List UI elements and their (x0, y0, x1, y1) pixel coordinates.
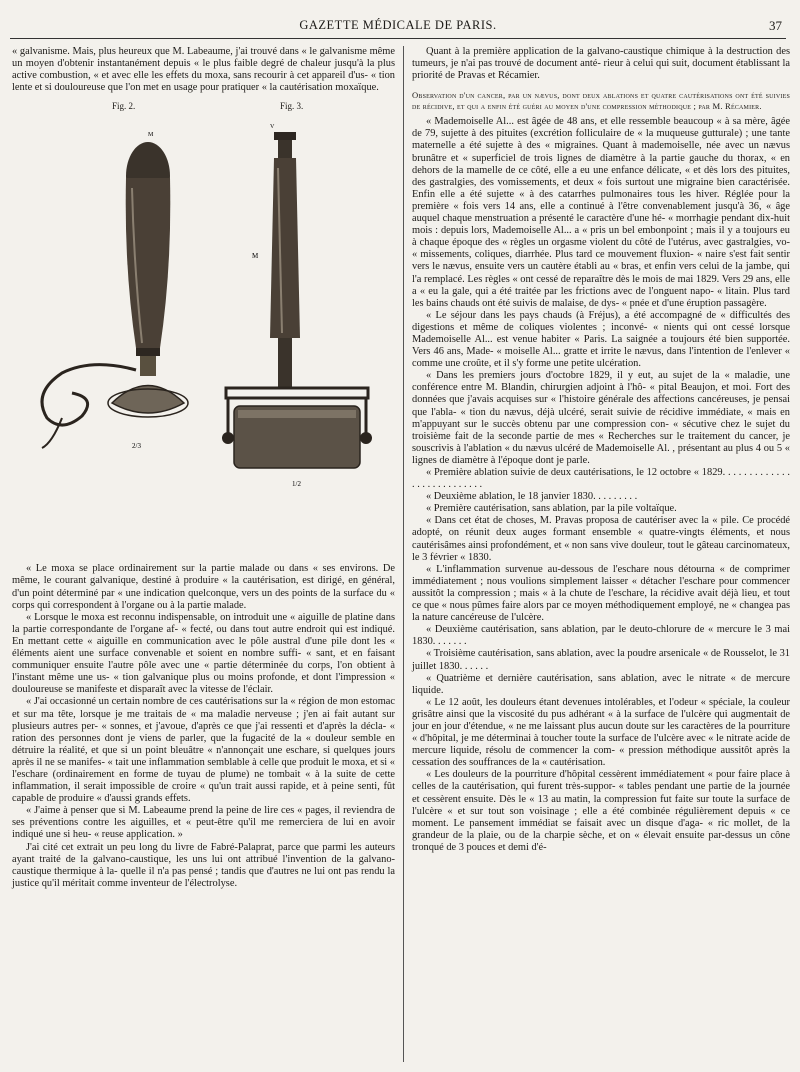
journal-title: GAZETTE MÉDICALE DE PARIS. (299, 18, 497, 32)
body-paragraph: J'ai cité cet extrait un peu long du livre de Fabré-Palaprat, parce que parmi les auteurs ayant traité de la galvano-caustique, les uns lui ont attribué l'invention de la galvano-caustique thermique à la- quelle il n'a pas pensé ; tandis que d'autres ne lui ont pas rendu la justice qu'il méritait comme inventeur de l'électrolyse. (12, 841, 395, 889)
svg-text:M: M (148, 132, 154, 139)
right-column (412, 46, 790, 854)
case-paragraph: « Première ablation suivie de deux cautérisations, le 12 octobre « 1829. . . . . . . . . . . . . . . . . . . . . . . . . . . (412, 467, 790, 491)
case-paragraph: « L'inflammation survenue au-dessous de l'eschare nous détourna « de comprimer immédiatement ; nous voulions simplement laisser « détacher l'eschare pour commencer aussitôt la compression ; mais « à la chute de l'eschare, la récidive avait déjà lieu, et tout ce que « nous pûmes faire alors par ce moyen méthodiquement employé, ne « changea pas la nature cancéreuse de l'ulcère. (412, 563, 790, 624)
case-paragraph: « Quatrième et dernière cautérisation, sans ablation, avec le nitrate « de mercure liquide. (412, 672, 790, 696)
fig2-caption: Fig. 2. (112, 101, 136, 112)
quoted-paragraph: « Le moxa se place ordinairement sur la partie malade ou dans « ses environs. De même, le courant galvanique, destiné à produire « la cautérisation, est dirigé, en général, d'un point déterminé par « une indication quelconque, vers un des points de la surface du « corps qui correspondent à l'organe ou à la partie malade. (12, 563, 395, 611)
case-paragraph: « Le 12 août, les douleurs étant devenues intolérables, et l'odeur « spéciale, la couleur grisâtre ainsi que la viscosité du pus adhérant « à la surface de l'ulcère qui augmentait de jour en jour d'étendue, « ne me laissant plus aucun doute sur les caractères de la pourriture « d'hôpital, je me déterminai à toucher toute la surface de l'ulcère avec « le nitrate acide de mercure liquide, résolu de commencer la com- « pression méthodique aussitôt après la cessation des souffrances de la « cautérisation. (412, 696, 790, 769)
case-paragraph: « Troisième cautérisation, sans ablation, avec la poudre arsenicale « de Rousselot, le 31 juillet 1830. . . . . . (412, 648, 790, 672)
case-paragraph: « Dans cet état de choses, M. Pravas proposa de cautériser avec la « pile. Ce procédé adopté, on réunit deux auges formant ensemble « quatre-vingts éléments, et nous cautérisâmes ainsi profondément, et « non sans vive douleur, tout le gâteau carcinomateux, le 3 février « 1830. (412, 515, 790, 563)
case-paragraph: « Les douleurs de la pourriture d'hôpital cessèrent immédiatement « pour faire place à celles de la cautérisation, qui furent très-suppor- « tables pendant une partie de la journée et cessèrent ensuite. Dès le « 13 au matin, la compression fut faite sur toute la surface de l'ulcère « et sur tout son voisinage ; elle a été combinée régulièrement depuis « ce moment. Le pansement immédiat se faisait avec un disque d'aga- « ric mollet, de la grandeur de la plaie, ou de la charpie sèche, et on « élevait ensuite par-dessus un cône tronqué de 3 pouces et demi d'é- (412, 769, 790, 853)
page-header (10, 18, 786, 39)
fig3-scale: 1/2 (292, 480, 301, 489)
quoted-paragraph: « galvanisme. Mais, plus heureux que M. Labeaume, j'ai trouvé dans « le galvanisme même un moyen d'obtenir instantanément depuis « le plus faible degré de chaleur jusqu'à la plus active combustion, « et avec elle les effets du moxa, sans recourir à cet appareil d'us- « tion lente et si douloureuse que l'on met en usage pour pratiquer « la cautérisation moxaïque. (12, 46, 395, 94)
svg-text:V: V (270, 124, 275, 131)
case-paragraph: « Deuxième ablation, le 18 janvier 1830. . . . . . . . . (426, 491, 638, 503)
quoted-paragraph: « J'ai occasionné un certain nombre de ces cautérisations sur la « région de mon estomac et sur ma tête, lorsque je me traitais de « ma maladie nerveuse ; j'en ai fait autant sur plusieurs autres per- « sonnes, et j'avoue, d'après ce que j'ai ressenti et d'après la décla- « ration des personnes dont je viens de parler, que la fugacité de la « douleur semble en détruire la réalité, et que si un point bleuâtre « n'annonçait une eschare, si quelques jours après il ne se manifes- « tait une inflammation semblable à celle que produit le moxa, et si « l'eschare (ordinairement en forme de tuyau de plume) ne tombait « à la suite de cette inflammation, il serait impossible de croire « qu'un trait aussi rapide, et à peine senti, fût capable de produire « d'aussi grands effets. (12, 696, 395, 805)
figures-area (12, 98, 395, 563)
fig2-galvanic-moxa-illustration (42, 132, 188, 450)
moxa-instrument-illustrations (12, 98, 395, 563)
fig2-scale: 2/3 (132, 442, 141, 451)
fig3-roller-electrode-illustration (222, 124, 372, 488)
page-number: 37 (769, 18, 782, 33)
case-paragraph: « Première cautérisation, sans ablation, par la pile voltaïque. (426, 503, 677, 515)
case-paragraph: « Deuxième cautérisation, sans ablation, par le deuto-chlorure de « mercure le 3 mai 1830. . . . . . . (412, 624, 790, 648)
left-column (12, 46, 395, 890)
quoted-paragraph: « J'aime à penser que si M. Labeaume prend la peine de lire ces « pages, il reviendra de ses préventions contre les aiguilles, et « peut-être qu'il me remerciera de lui en avoir indiqué une si heu- « reuse application. » (12, 805, 395, 841)
case-paragraph: « Mademoiselle Al... est âgée de 48 ans, et elle ressemble beaucoup « à sa mère, âgée de 79, sujette à des pituites (excrétion folliculaire de « la muqueuse gutturale) ; une tante maternelle a été sujette à des « migraines. Quant à mademoiselle, née avec un nævus brunâtre et « superficiel de trois lignes de diamètre à la partie gauche du thorax, « en dehors de la mamelle de ce côté, elle a eu une enfance délicate, « et dès lors des pituites, des gastralgies, des vomissements, et deux « fois surtout une migraine bien caractérisée. Enfin elle a été sujette « à des catarrhes pulmonaires tous les hiver. Réglée pour la première « fois vers 14 ans, elle a continué à l'être convenablement jusqu'à 36, « âge auquel chaque menstruation a présenté le caractère d'une hé- « morrhagie pendant dix-huit mois : depuis lors, Mademoiselle Al... a « pris un bel embonpoint ; mais il y a toujours eu à chaque époque des « règles un orgasme violent du côté de l'utérus, avec gastralgies, vo- « missements, coliques, diarrhée. Plus tard ce mouvement fluxion- « naire s'est fait sentir vers le nævus, ensuite vers un cautère établi au « bras, et enfin vers celui de la jambe, qui l'a remplacé. Les règles « ont cessé de reparaître dès le mois de mai 1829. Vers 29 ans, elle a « eu la gale, qui a été traitée par les frictions avec de l'onguent napo- « litain. Plus tard les bains chauds ont été suivis de malaise, de dys- « pnée et d'une éruption passagère. (412, 116, 790, 309)
case-paragraph: « Dans les premiers jours d'octobre 1829, il y eut, au sujet de la « maladie, une conférence entre M. Blandin, chirurgien adjoint à l'hô- « pital Beaujon, et moi. Fort des données que j'avais acquises sur « l'histoire générale des affections cancéreuses, je pensai que l'abla- « tion du nævus, déjà ulcéré, serait suivie de récidive immédiate, « mais en m'appuyant sur le succès obtenu par une compression con- « sécutive chez le sujet du troisième fait de la seconde partie de mes « Recherches sur le traitement du cancer, je souscrivis à l'ablation « du nævus ulcéré de Mademoiselle Al. , présentant au plus 4 ou 5 « lignes de diamètre à l'époque dont je parle. (412, 370, 790, 466)
fig3-caption: Fig. 3. (280, 101, 304, 112)
column-divider (403, 46, 404, 1062)
svg-text:M: M (252, 252, 259, 261)
case-paragraph: « Le séjour dans les pays chauds (à Fréjus), a été accompagné de « difficultés des digestions et même de coliques violentes ; inconvé- « nients qui ont cessé lorsque Mademoiselle Al... est venue habiter « Paris. La saignée a toujours été bien supportée. Vers 46 ans, Made- « moiselle Al... gratte et irrite le nævus, dans l'intention de l'enlever « comme une croûte, et il s'y forme une petite ulcération. (412, 309, 790, 370)
observation-heading: Observation d'un cancer, par un nævus, dont deux ablations et quatre cautérisations ont été suivies de récidive, et qui a enfin été guéri au moyen d'une compression méthodique ; par M. Récamier. (412, 90, 790, 112)
intro-paragraph: Quant à la première application de la galvano-caustique chimique à la destruction des tumeurs, je n'ai pas trouvé de document anté- rieur à celui qui suit, document établissant la priorité de Pravas et Récamier. (412, 46, 790, 82)
quoted-paragraph: « Lorsque le moxa est reconnu indispensable, on introduit une « aiguille de platine dans la partie correspondante de l'organe af- « fecté, ou dans tout autre endroit qui est indiqué. En mettant cette « aiguille en communication avec le pôle austral d'une pile dont les « éléments aient une surface convenable et soient en nombre suffi- « sant, et en faisant communiquer ensuite l'autre pôle avec une « partie déterminée du corps, l'on obtient à l'instant même une us- « tion galvanique plus ou moins profonde, et dont l'impression « douloureuse se manifeste et disparaît avec la vitesse de l'éclair. (12, 611, 395, 696)
